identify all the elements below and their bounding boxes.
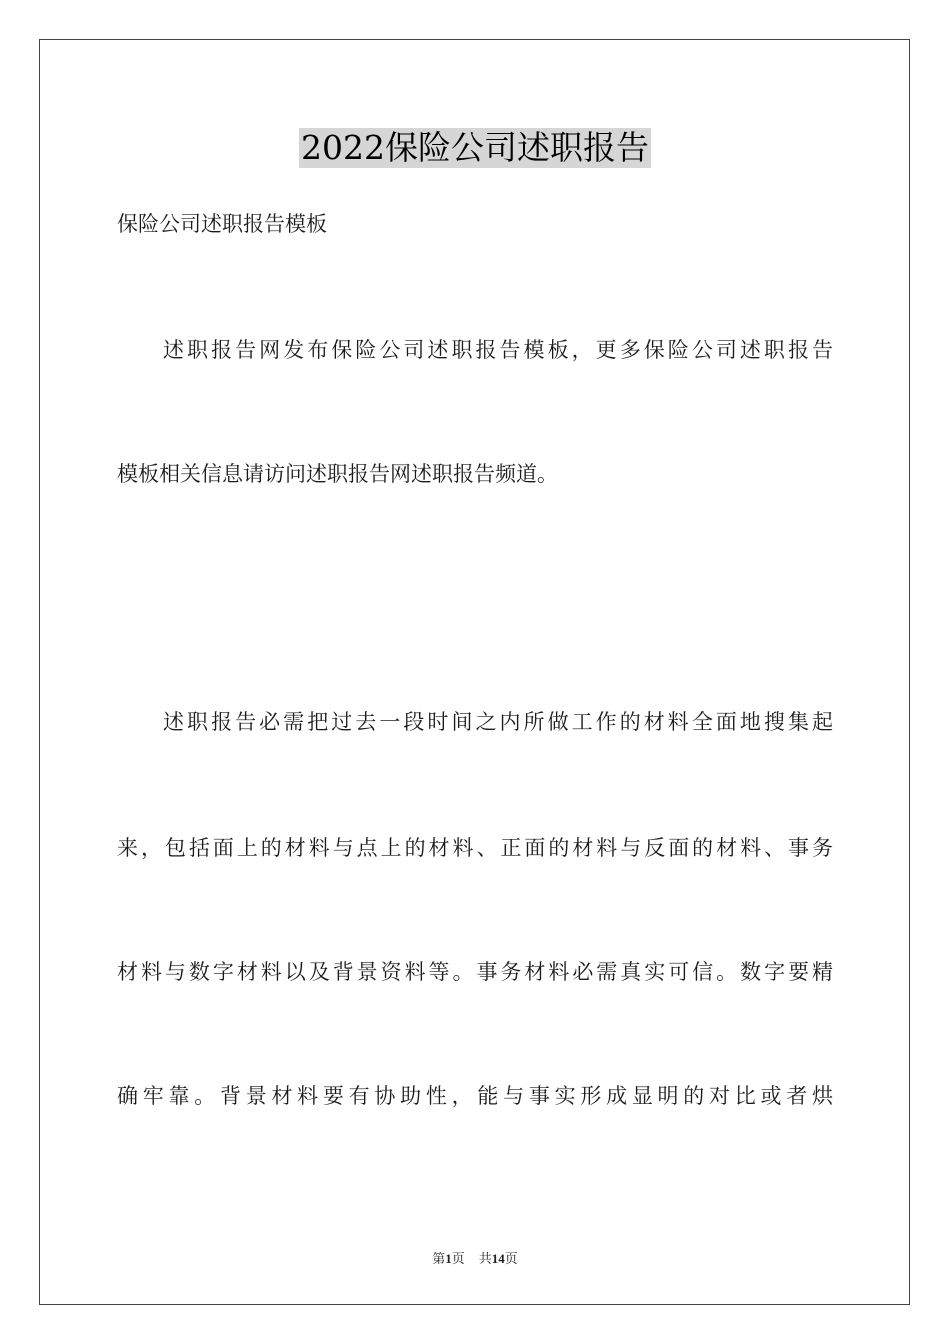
paragraph-2-line-2: 来，包括面上的材料与点上的材料、正面的材料与反面的材料、事务 [117,836,833,860]
total-prefix: 共 [478,1251,492,1266]
paragraph-2-line-4: 确牢靠。背景材料要有协助性，能与事实形成显明的对比或者烘 [117,1084,833,1108]
total-suffix: 页 [504,1251,518,1266]
page-footer [0,1248,950,1267]
document-subtitle: 保险公司述职报告模板 [117,212,327,236]
page-number: 1 [445,1251,452,1266]
paragraph-1-line-1: 述职报告网发布保险公司述职报告模板，更多保险公司述职报告 [163,338,833,362]
total-pages: 14 [491,1251,505,1266]
paragraph-2-line-3: 材料与数字材料以及背景资料等。事务材料必需真实可信。数字要精 [117,960,833,984]
title-container [0,128,950,168]
page-suffix: 页 [451,1251,465,1266]
paragraph-2-line-1: 述职报告必需把过去一段时间之内所做工作的材料全面地搜集起 [163,710,833,734]
page-prefix: 第 [432,1251,446,1266]
paragraph-1-line-2: 模板相关信息请访问述职报告网述职报告频道。 [117,462,558,486]
document-title: 2022保险公司述职报告 [301,128,649,167]
